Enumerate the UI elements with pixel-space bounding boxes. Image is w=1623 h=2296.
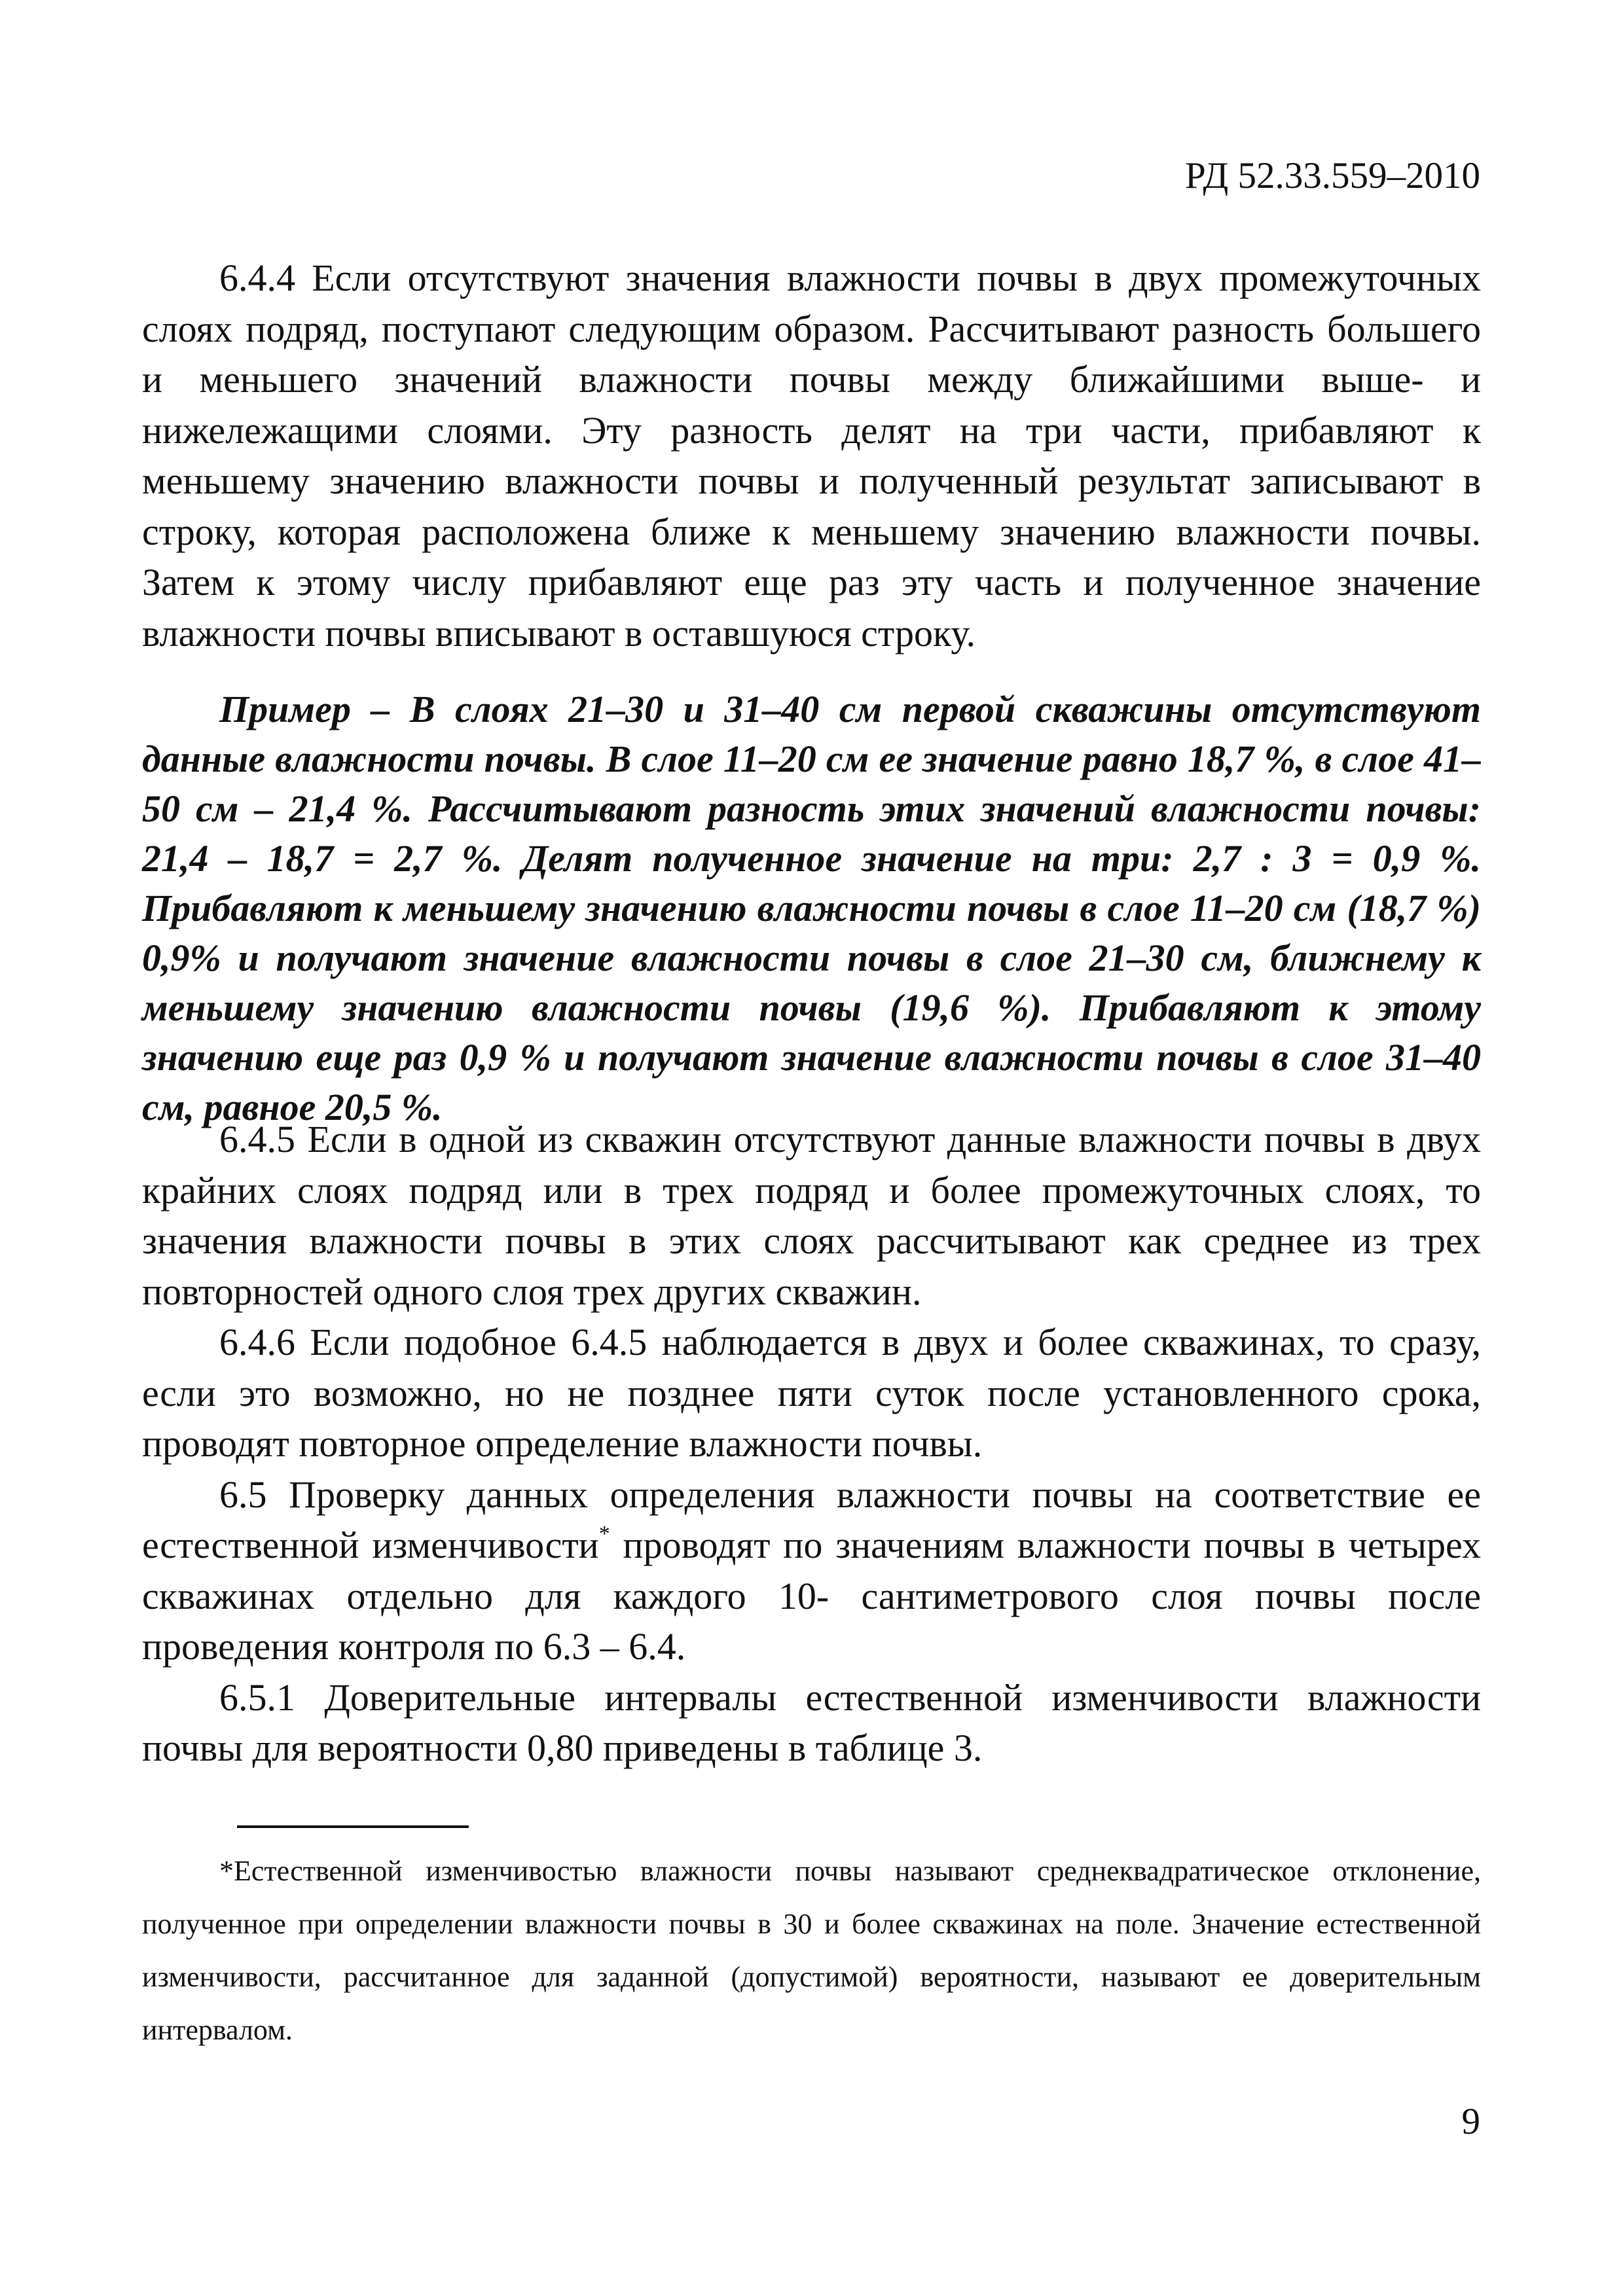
paragraph-6-4-6: 6.4.6 Если подобное 6.4.5 наблюдается в двух и более скважинах, то сразу, если это возможно, но не позднее пяти суток после установленного срока, проводят повторное определение влажности почвы. (142, 1321, 1481, 1465)
paragraph-6-5-1: 6.5.1 Доверительные интервалы естественной изменчивости влажности почвы для вероятности 0,80 приведены в таблице 3. (142, 1676, 1481, 1769)
footnote-marker[interactable]: * (598, 1522, 610, 1546)
paragraph-6-5 (142, 1469, 1481, 1672)
document-code-header: РД 52.33.559–2010 (1184, 155, 1480, 196)
section-6-4-4 (142, 253, 1481, 658)
page-number: 9 (1461, 2101, 1480, 2142)
example-block (142, 685, 1481, 1132)
paragraph-6-5-text-end: проводят по значениям влажности почвы в четырех скважинах отдельно для каждого 10- сантиметрового слоя почвы после проведения контроля по 6.3 – 6.4. (142, 1524, 1481, 1668)
footnote-text: *Естественной изменчивостью влажности почвы называют среднеквадратическое отклонение, полученное при определении влажности почвы в 30 и более скважинах на поле. Значение естественной изменчивости, рассчитанное для заданной (допустимой) вероятности, называют ее доверительным интервалом. (142, 1855, 1481, 2046)
footnote-separator (237, 1825, 469, 1828)
paragraph-6-4-4: 6.4.4 Если отсутствуют значения влажности почвы в двух промежуточных слоях подряд, поступают следующим образом. Рассчитывают разность большего и меньшего значений влажности почвы между ближайшими выше- и нижележащими слоями. Эту разность делят на три части, прибавляют к меньшему значению влажности почвы и полученный результат записывают в строку, которая расположена ближе к меньшему значению влажности почвы. Затем к этому числу прибавляют еще раз эту часть и полученное значение влажности почвы вписывают в оставшуюся строку. (142, 257, 1481, 655)
paragraph-6-4-5: 6.4.5 Если в одной из скважин отсутствуют данные влажности почвы в двух крайних слоях подряд или в трех подряд и более промежуточных слоях, то значения влажности почвы в этих слоях рассчитывают как среднее из трех повторностей одного слоя трех других скважин. (142, 1118, 1481, 1313)
footnote (142, 1844, 1481, 2056)
example-paragraph: Пример – В слоях 21–30 и 31–40 см первой скважины отсутствуют данные влажности почвы. В слое 11–20 см ее значение равно 18,7 %, в слое 41–50 см – 21,4 %. Рассчитывают разность этих значений влажности почвы: 21,4 – 18,7 = 2,7 %. Делят полученное значение на три: 2,7 : 3 = 0,9 %. Прибавляют к меньшему значению влажности почвы в слое 11–20 см (18,7 %) 0,9% и получают значение влажности почвы в слое 21–30 см, ближнему к меньшему значению влажности почвы (19,6 %). Прибавляют к этому значению еще раз 0,9 % и получают значение влажности почвы в слое 31–40 см, равное 20,5 %. (142, 688, 1481, 1128)
paragraph-6-5-text-start: 6.5 Проверку данных определения влажности почвы на соответствие ее естественной изменчивости (142, 1473, 1481, 1566)
sections-6-4-5-to-6-5-1 (142, 1114, 1481, 1774)
